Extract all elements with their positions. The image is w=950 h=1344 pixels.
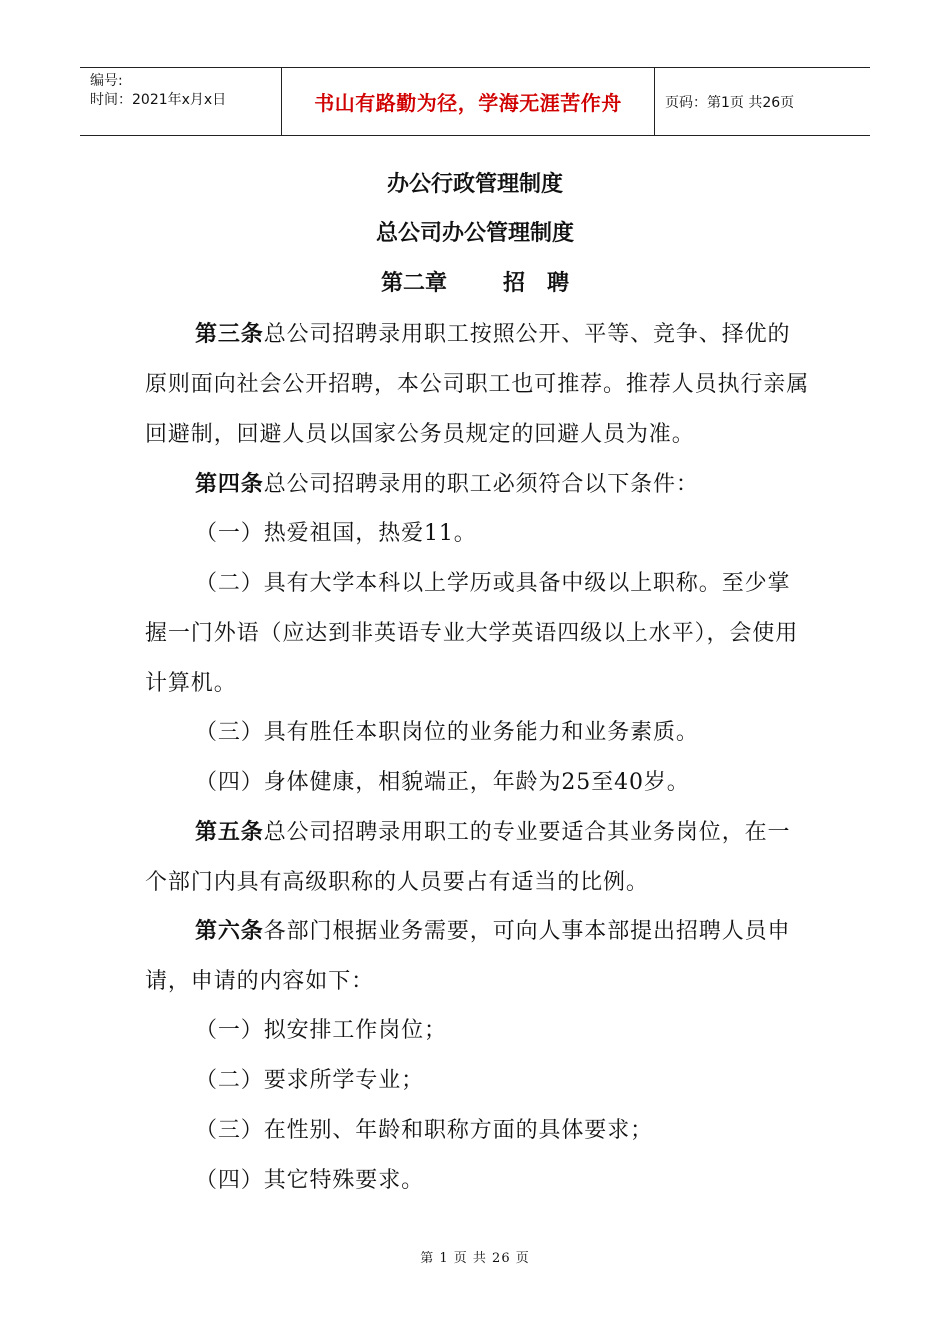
paragraph-text: （三）具有胜任本职岗位的业务能力和业务素质。 (195, 720, 699, 745)
list-item (145, 1006, 810, 1056)
page-footer: 第 1 页 共 26 页 (420, 1251, 530, 1266)
number-label: 编号: (90, 73, 123, 89)
paragraph-text: （二）具有大学本科以上学历或具备中级以上职称。至少掌握一门外语（应达到非英语专业大学英语四级以上水平），会使用计算机。 (145, 571, 799, 696)
list-item (145, 1106, 810, 1156)
paragraph-text: （四）身体健康，相貌端正，年龄为25至40岁。 (195, 770, 690, 795)
list-item (145, 1156, 810, 1206)
main-title: 办公行政管理制度 (386, 172, 563, 197)
article-number: 第三条 (195, 322, 264, 347)
list-item (145, 509, 810, 559)
header-page-cell (655, 68, 870, 135)
paragraph-article-4 (145, 460, 810, 510)
article-number: 第五条 (195, 820, 264, 845)
paragraph-text: （三）在性别、年龄和职称方面的具体要求； (195, 1118, 654, 1143)
page-info: 页码：第1页 共26页 (665, 94, 795, 111)
paragraph-article-5 (145, 808, 810, 908)
chapter-title (0, 269, 950, 299)
list-item (145, 1056, 810, 1106)
paragraph-text: （一）热爱祖国，热爱11。 (195, 521, 477, 546)
paragraph-text: （二）要求所学专业； (195, 1068, 425, 1093)
paragraph-text: （四）其它特殊要求。 (195, 1168, 425, 1193)
paragraph-text: 总公司招聘录用的职工必须符合以下条件： (263, 472, 699, 497)
paragraph-text: 各部门根据业务需要，可向人事本部提出招聘人员申请，申请的内容如下： (145, 919, 791, 994)
chapter-name: 招 聘 (503, 271, 570, 296)
sub-title: 总公司办公管理制度 (375, 221, 574, 246)
paragraph-article-3 (145, 310, 810, 460)
paragraph-text: 总公司招聘录用职工按照公开、平等、竞争、择优的原则面向社会公开招聘，本公司职工也可推荐。推荐人员执行亲属回避制，回避人员以国家公务员规定的回避人员为准。 (145, 322, 810, 447)
time-label: 时间：2021年x月x日 (90, 92, 227, 108)
list-item (145, 559, 810, 709)
header-meta-cell (80, 68, 282, 135)
paragraph-text: 总公司招聘录用职工的专业要适合其业务岗位，在一个部门内具有高级职称的人员要占有适当的比例。 (145, 820, 791, 895)
motto-text: 书山有路勤为径，学海无涯苦作舟 (314, 91, 622, 115)
chapter-number: 第二章 (380, 271, 447, 296)
list-item (145, 758, 810, 808)
article-number: 第四条 (195, 472, 264, 497)
document-header (80, 67, 870, 136)
article-number: 第六条 (195, 919, 264, 944)
header-motto-cell (282, 68, 655, 135)
paragraph-text: （一）拟安排工作岗位； (195, 1018, 447, 1043)
list-item (145, 708, 810, 758)
paragraph-article-6 (145, 907, 810, 1007)
